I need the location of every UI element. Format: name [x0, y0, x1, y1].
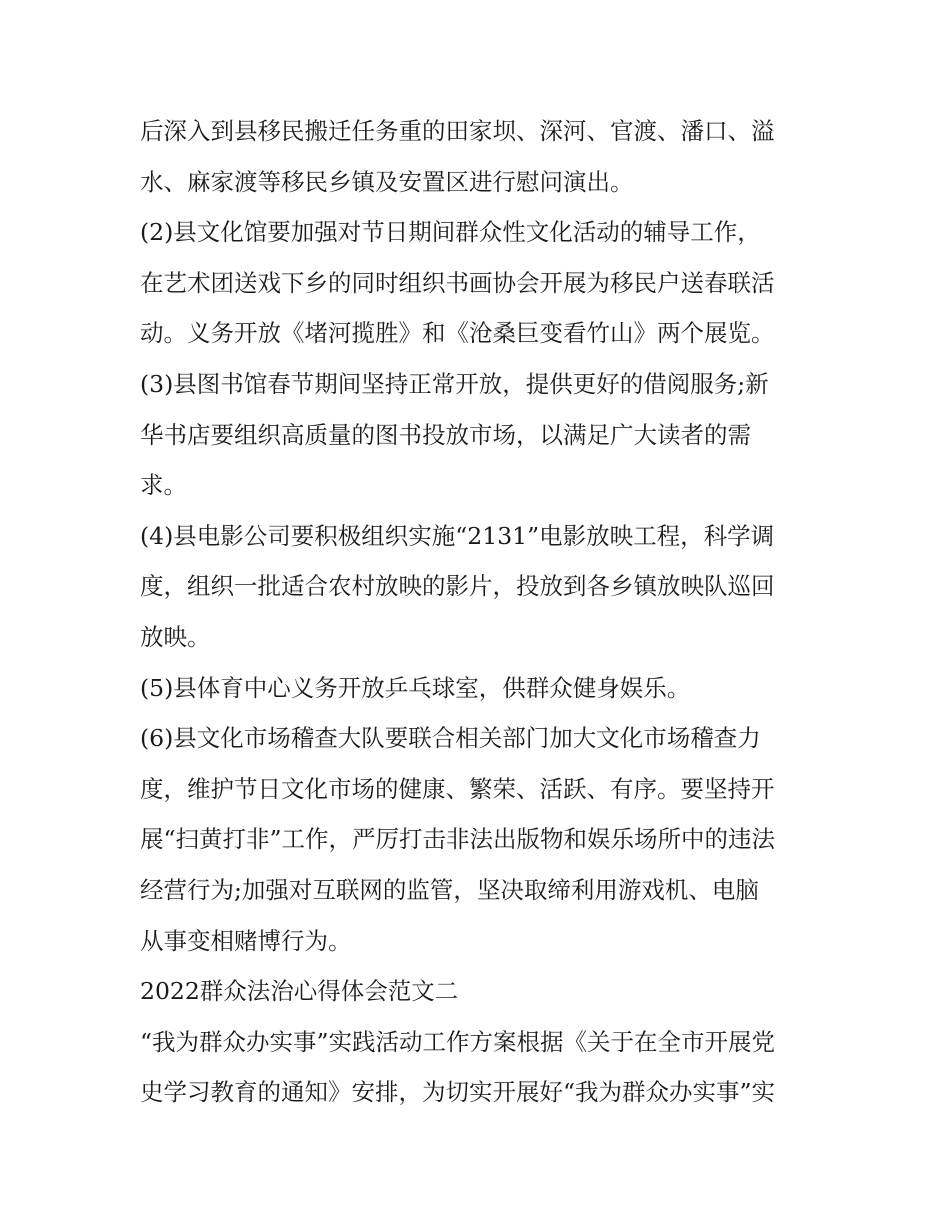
text-line: 后深入到县移民搬迁任务重的田家坝、深河、官渡、潘口、溢 [140, 117, 775, 145]
text-line: 度，组织一批适合农村放映的影片，投放到各乡镇放映队巡回 [140, 572, 775, 601]
document-body [140, 106, 820, 1118]
text-line: 放映。 [140, 622, 211, 651]
text-line: 求。 [140, 471, 187, 500]
text-line: 展“扫黄打非”工作，严厉打击非法出版物和娱乐场所中的违法 [140, 825, 776, 854]
text-line: 动。义务开放《堵河揽胜》和《沧桑巨变看竹山》两个展览。 [140, 319, 775, 348]
text-line: (4)县电影公司要积极组织实施“2131”电影放映工程，科学调 [140, 521, 775, 550]
text-line: (2)县文化馆要加强对节日期间群众性文化活动的辅导工作， [140, 218, 761, 247]
section-heading: 2022群众法治心得体会范文二 [140, 977, 459, 1006]
text-line: 史学习教育的通知》安排，为切实开展好“我为群众办实事”实 [140, 1078, 776, 1107]
text-line: 水、麻家渡等移民乡镇及安置区进行慰问演出。 [140, 167, 634, 196]
text-line: 度，维护节日文化市场的健康、繁荣、活跃、有序。要坚持开 [140, 774, 775, 803]
text-line: 在艺术团送戏下乡的同时组织书画协会开展为移民户送春联活 [140, 268, 775, 297]
text-line: “我为群众办实事”实践活动工作方案根据《关于在全市开展党 [140, 1027, 776, 1056]
text-line: (5)县体育中心义务开放乒乓球室，供群众健身娱乐。 [140, 673, 691, 702]
text-line: (6)县文化市场稽查大队要联合相关部门加大文化市场稽查力 [140, 724, 761, 753]
text-line: 经营行为;加强对互联网的监管，坚决取缔利用游戏机、电脑 [140, 875, 759, 904]
text-line: 从事变相赌博行为。 [140, 926, 352, 955]
text-line: 华书店要组织高质量的图书投放市场，以满足广大读者的需 [140, 420, 751, 449]
text-line: (3)县图书馆春节期间坚持正常开放，提供更好的借阅服务;新 [140, 369, 769, 398]
